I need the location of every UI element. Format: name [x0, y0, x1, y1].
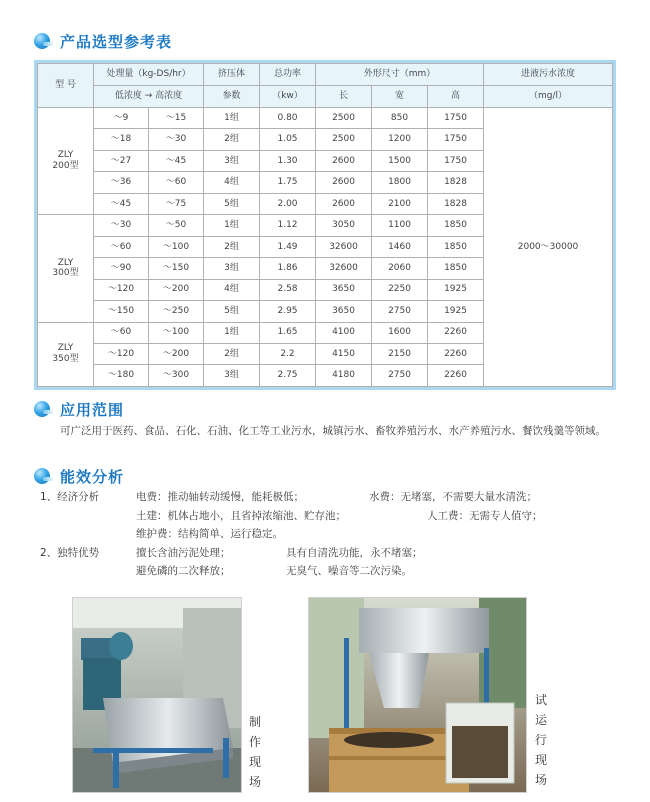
- header-press: 挤压体: [204, 64, 260, 86]
- table-cell: ～36: [94, 172, 149, 193]
- table-cell: ～45: [149, 150, 204, 171]
- trial-run-caption: 试运行现场: [534, 693, 547, 787]
- table-cell: ～150: [94, 301, 149, 322]
- table-cell: 1750: [428, 129, 484, 150]
- table-cell: 4组: [204, 172, 260, 193]
- table-cell: 1500: [372, 150, 428, 171]
- table-cell: 3050: [316, 215, 372, 236]
- table-cell: 1.12: [260, 215, 316, 236]
- table-cell: 4180: [316, 365, 372, 387]
- table-cell: 3组: [204, 258, 260, 279]
- header-model: 型 号: [38, 64, 94, 108]
- advantage-2: 具有自清洗功能，永不堵塞；: [286, 547, 423, 559]
- table-cell: 2260: [428, 322, 484, 343]
- table-cell: ～27: [94, 150, 149, 171]
- table-cell: 0.80: [260, 108, 316, 129]
- table-cell: 2600: [316, 193, 372, 214]
- table-cell: ～60: [149, 172, 204, 193]
- bullet-icon: [34, 468, 50, 484]
- table-cell: 1.86: [260, 258, 316, 279]
- table-cell: ～100: [149, 322, 204, 343]
- bullet-icon: [34, 33, 50, 49]
- water-cost: 水费：无堵塞，不需要大量水清洗；: [369, 491, 537, 503]
- header-power: 总功率: [260, 64, 316, 86]
- table-cell: 5组: [204, 193, 260, 214]
- table-cell: 1828: [428, 193, 484, 214]
- table-cell: ～100: [149, 236, 204, 257]
- table-cell: ～300: [149, 365, 204, 387]
- concentration-value: 2000～30000: [484, 108, 613, 387]
- table-cell: ～250: [149, 301, 204, 322]
- table-cell: 1.65: [260, 322, 316, 343]
- table-cell: 4100: [316, 322, 372, 343]
- table-cell: ～9: [94, 108, 149, 129]
- section-title-application: [34, 398, 124, 420]
- table-cell: 2060: [372, 258, 428, 279]
- table-cell: 1828: [428, 172, 484, 193]
- table-cell: 2100: [372, 193, 428, 214]
- table-cell: 1600: [372, 322, 428, 343]
- electric-cost: 电费：推动轴转动缓慢，能耗极低；: [136, 491, 304, 503]
- labor-cost: 人工费：无需专人值守；: [427, 510, 543, 522]
- table-cell: 3组: [204, 365, 260, 387]
- table-cell: 2.00: [260, 193, 316, 214]
- production-site-caption: 制作现场: [248, 715, 261, 789]
- table-cell: 2260: [428, 365, 484, 387]
- civil-cost: 土建：机体占地小，且省掉浓缩池、贮存池；: [136, 510, 346, 522]
- table-cell: ～60: [94, 322, 149, 343]
- table-cell: ～180: [94, 365, 149, 387]
- table-cell: ～30: [149, 129, 204, 150]
- table-cell: ～15: [149, 108, 204, 129]
- advantage-1: 擅长含油污泥处理；: [136, 547, 231, 559]
- trial-run-photo: [308, 597, 527, 793]
- table-cell: 1850: [428, 236, 484, 257]
- table-cell: 2600: [316, 172, 372, 193]
- table-cell: 5组: [204, 301, 260, 322]
- table-cell: 2.95: [260, 301, 316, 322]
- table-cell: 850: [372, 108, 428, 129]
- table-cell: 1.05: [260, 129, 316, 150]
- header-power-sub: （kw）: [260, 86, 316, 108]
- table-cell: 1850: [428, 258, 484, 279]
- table-cell: 2.58: [260, 279, 316, 300]
- table-cell: ～90: [94, 258, 149, 279]
- table-cell: 4组: [204, 279, 260, 300]
- table-cell: ～120: [94, 343, 149, 364]
- selection-table: [34, 60, 616, 390]
- table-cell: 1组: [204, 215, 260, 236]
- table-cell: ～75: [149, 193, 204, 214]
- table-cell: ～200: [149, 279, 204, 300]
- table-cell: ～60: [94, 236, 149, 257]
- table-cell: 2500: [316, 129, 372, 150]
- table-cell: 2250: [372, 279, 428, 300]
- table-cell: 1460: [372, 236, 428, 257]
- section-title-benefits: [34, 465, 124, 487]
- production-site-illustration: [73, 598, 241, 792]
- table-cell: 3650: [316, 301, 372, 322]
- header-capacity: 处理量（kg-DS/hr）: [94, 64, 204, 86]
- table-cell: 2组: [204, 236, 260, 257]
- table-cell: 2.2: [260, 343, 316, 364]
- section-title-text: 产品选型参考表: [60, 32, 173, 51]
- table-cell: 2600: [316, 150, 372, 171]
- table-cell: 1组: [204, 108, 260, 129]
- table-cell: 1750: [428, 150, 484, 171]
- table-cell: 1925: [428, 301, 484, 322]
- header-width: 宽: [372, 86, 428, 108]
- table-cell: ～45: [94, 193, 149, 214]
- section-title-text: 应用范围: [60, 400, 125, 419]
- table-cell: 2.75: [260, 365, 316, 387]
- table-cell: 1.75: [260, 172, 316, 193]
- table-cell: 1组: [204, 322, 260, 343]
- table-cell: 4150: [316, 343, 372, 364]
- table-cell: 1.49: [260, 236, 316, 257]
- advantage-3: 避免磷的二次释放；: [136, 565, 231, 577]
- table-cell: 2750: [372, 365, 428, 387]
- header-press-sub: 参数: [204, 86, 260, 108]
- table-cell: 2750: [372, 301, 428, 322]
- table-cell: 1850: [428, 215, 484, 236]
- bullet-icon: [34, 401, 50, 417]
- table-cell: 3组: [204, 150, 260, 171]
- table-cell: ～120: [94, 279, 149, 300]
- header-dims: 外形尺寸（mm）: [316, 64, 484, 86]
- section-title-selection: [34, 30, 172, 52]
- table-cell: 3650: [316, 279, 372, 300]
- table-cell: ～30: [94, 215, 149, 236]
- table-cell: 2500: [316, 108, 372, 129]
- table-cell: 2260: [428, 343, 484, 364]
- trial-run-illustration: [309, 598, 526, 792]
- table-cell: 1800: [372, 172, 428, 193]
- table-cell: ～18: [94, 129, 149, 150]
- advantage-4: 无臭气、噪音等二次污染。: [286, 565, 412, 577]
- header-concentration: 进液污水浓度: [484, 64, 613, 86]
- header-length: 长: [316, 86, 372, 108]
- table-cell: 2150: [372, 343, 428, 364]
- table-cell: ～50: [149, 215, 204, 236]
- table-cell: 32600: [316, 236, 372, 257]
- table-cell: 1925: [428, 279, 484, 300]
- application-paragraph: 可广泛用于医药、食品、石化、石油、化工等工业污水，城镇污水、畜牧养殖污水、水产养殖污水、餐饮残羹等领域。: [60, 425, 606, 437]
- table-cell: 1200: [372, 129, 428, 150]
- table-cell: 1100: [372, 215, 428, 236]
- model-label: ZLY 300型: [38, 215, 94, 322]
- table-cell: 32600: [316, 258, 372, 279]
- production-site-photo: [72, 597, 242, 793]
- table-cell: 1750: [428, 108, 484, 129]
- section-title-text: 能效分析: [60, 467, 125, 486]
- economic-label: 1、经济分析: [40, 491, 100, 503]
- table-cell: 1.30: [260, 150, 316, 171]
- model-label: ZLY 350型: [38, 322, 94, 386]
- header-height: 高: [428, 86, 484, 108]
- table-cell: 2组: [204, 343, 260, 364]
- maintenance-cost: 维护费：结构简单、运行稳定。: [136, 528, 283, 540]
- table-cell: ～150: [149, 258, 204, 279]
- table-row: [38, 108, 613, 129]
- table-cell: ～200: [149, 343, 204, 364]
- header-concentration-sub: （mg/l）: [484, 86, 613, 108]
- table-cell: 2组: [204, 129, 260, 150]
- model-label: ZLY 200型: [38, 108, 94, 215]
- advantage-label: 2、独特优势: [40, 547, 100, 559]
- header-capacity-sub: 低浓度 → 高浓度: [94, 86, 204, 108]
